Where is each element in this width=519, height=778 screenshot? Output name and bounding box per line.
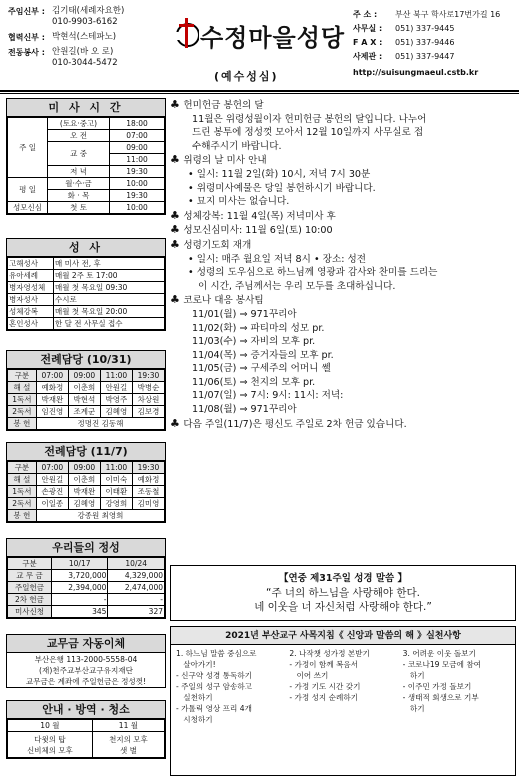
notice-text: 일시: 11월 2일(화) 10시, 저녁 7시 30분: [196, 168, 371, 180]
mass-session: 월·수·금: [48, 178, 110, 190]
bullet-icon: •: [188, 267, 197, 279]
liturgy-duty-box-1: [6, 350, 166, 431]
club-icon: ♣: [170, 153, 184, 167]
mass-group-weekday: 평 일: [8, 178, 48, 202]
duty-person: 이춘희: [68, 382, 100, 394]
notice-text: 성체강복: 11월 4일(목) 저녁미사 후: [183, 210, 336, 222]
guideline-line: 이어 쓰기: [289, 671, 329, 680]
notice-text: 위령의 날 미사 안내: [183, 155, 267, 167]
notice-line: [170, 308, 516, 322]
notice-line: [170, 195, 516, 209]
table-row: [8, 486, 165, 498]
offering-amount: 2,394,000: [51, 582, 108, 594]
sacrament-schedule: 매월 2주 토 17:00: [54, 270, 165, 282]
assistant-label: 협력신부 :: [8, 33, 45, 42]
duty-person: 이미숙: [100, 474, 132, 486]
guideline-line: 1. 하느님 말씀 중심으로: [176, 649, 257, 658]
sacrament-name: 성체강복: [8, 306, 54, 318]
sacraments-title: 성 사: [7, 239, 165, 257]
duty-column-header: 19:30: [132, 370, 164, 382]
notice-text: 11/01(월) ⇒ 971꾸리아: [192, 308, 297, 320]
club-icon: ♣: [170, 208, 184, 222]
notice-line: [170, 126, 516, 140]
duty-person: 예화정: [36, 382, 68, 394]
duty-person: 임진영: [36, 406, 68, 418]
assistant-name: 박현석(스테파노): [52, 32, 117, 42]
duty-column-header: 09:00: [68, 370, 100, 382]
scripture-title: 【연중 제31주일 성경 말씀 】: [278, 573, 408, 584]
header-staff: [8, 6, 170, 69]
sacrament-name: 혼인성사: [8, 318, 54, 330]
sacraments-box: [6, 238, 166, 331]
bullet-icon: •: [188, 253, 197, 265]
duty-column-header: 구분: [8, 462, 37, 474]
duty-person: 박영주: [100, 394, 132, 406]
duty-person: 조동철: [132, 486, 164, 498]
guideline-line: 살아가기!: [176, 660, 216, 669]
mass-times-table: [7, 117, 165, 214]
fax-number: 051) 337-9446: [395, 38, 455, 47]
notice-line: [170, 349, 516, 363]
duty-offertory-people: 정명진 김동해: [36, 418, 164, 430]
notice-text: 일시: 매주 월요일 저녁 8시 • 장소: 성전: [196, 253, 367, 265]
guideline-column-1: [173, 648, 286, 725]
mass-session: (토요·중고): [48, 118, 110, 130]
duty-person: 손광진: [36, 486, 68, 498]
duty-role: 봉 헌: [8, 510, 37, 522]
guideline-line: - 가정이 함께 복음서: [289, 660, 358, 669]
notice-text: 코로나 대응 봉사팀: [183, 295, 264, 307]
guideline-line: 3. 어려운 이웃 돌보기: [402, 649, 476, 658]
address-label: 주 소 :: [353, 10, 378, 19]
pastor-name: 김기태(세례자요한): [52, 6, 125, 16]
sacrament-schedule: 한 달 전 사무실 접수: [54, 318, 165, 330]
notice-line: [170, 209, 516, 224]
duty-person: 박병순: [132, 382, 164, 394]
liturgy-duty-title-1: 전례담당 (10/31): [7, 351, 165, 369]
notice-text: 11/06(토) ⇒ 천지의 모후 pr.: [192, 376, 316, 388]
sacrament-schedule: 수시로: [54, 294, 165, 306]
pastor-label: 주임신부 :: [8, 7, 45, 16]
guideline-line: - 코로나19 모금에 참여: [402, 660, 481, 669]
offering-category: 교 무 금: [8, 570, 52, 582]
mass-time: 10:00: [110, 178, 165, 190]
offering-amount: 2,474,000: [108, 582, 165, 594]
notice-line: [170, 168, 516, 182]
notice-text: 성령의 도우심으로 하느님께 영광과 감사와 찬미를 드리는: [196, 267, 438, 279]
guideline-line: 하기: [402, 671, 425, 680]
notice-line: [170, 389, 516, 403]
table-row: [8, 510, 165, 522]
rectory-label: 사제관 :: [353, 52, 383, 61]
duty-person: 이일종: [36, 498, 68, 510]
mass-time: 18:00: [110, 118, 165, 130]
duty-person: 강영희: [100, 498, 132, 510]
office-label: 사무실 :: [353, 24, 383, 33]
sacrament-schedule: 매월 첫 목요일 09:30: [54, 282, 165, 294]
duty-column-header: 11:00: [100, 462, 132, 474]
sacrament-name: 병자영성체: [8, 282, 54, 294]
offering-category: 2차 헌금: [8, 594, 52, 606]
table-row: [8, 282, 165, 294]
table-header-row: [8, 370, 165, 382]
notice-line: [170, 417, 516, 432]
duty-offertory-people: 강종원 최영희: [36, 510, 164, 522]
notice-text: 성모신심미사: 11월 6일(토) 10:00: [183, 225, 333, 237]
parish-title: 수정마을성당: [200, 24, 346, 52]
table-header-row: [8, 558, 165, 570]
notice-line: [170, 376, 516, 390]
table-row: [8, 606, 165, 618]
guideline-line: - 신구약 성경 통독하기: [176, 671, 253, 680]
table-row: [8, 270, 165, 282]
mass-session: 저 녁: [48, 166, 110, 178]
bank-account: 부산은행 113-2000-5558-04: [34, 655, 138, 664]
duty-role: 2독서: [8, 498, 37, 510]
mass-group-marian: 성모신심: [8, 202, 48, 214]
duty-person: 예화정: [132, 474, 164, 486]
guide-box: [6, 700, 166, 759]
notice-line: [170, 253, 516, 267]
guide-month-nov: 11 월: [92, 720, 164, 732]
duty-column-header: 07:00: [36, 462, 68, 474]
notice-line: [170, 238, 516, 253]
notice-line: [170, 182, 516, 196]
guideline-line: - 가정 기도 시간 갖기: [289, 682, 361, 691]
notice-text: 수해주시기 바랍니다.: [192, 140, 282, 152]
transfer-note: 교무금은 계좌에 주일헌금은 정성껏!: [25, 677, 147, 686]
offering-column-header: 10/17: [51, 558, 108, 570]
duty-role: 2독서: [8, 406, 37, 418]
guideline-line: 시청하기: [176, 715, 213, 724]
scripture-line-2: 네 이웃을 너 자신처럼 사랑해야 한다.”: [254, 601, 432, 613]
duty-role: 봉 헌: [8, 418, 37, 430]
guideline-column-3: [400, 648, 513, 725]
duty-column-header: 07:00: [36, 370, 68, 382]
offering-column-header: 10/24: [108, 558, 165, 570]
guideline-line: - 이주민 가정 돌보기: [402, 682, 472, 691]
offering-amount: 345: [51, 606, 108, 618]
mass-time: 19:30: [110, 190, 165, 202]
notice-line: [170, 322, 516, 336]
notice-text: 다음 주일(11/7)은 평신도 주일로 2차 헌금 있습니다.: [183, 418, 407, 430]
mass-time: 10:00: [110, 202, 165, 214]
notice-text: 11/04(목) ⇒ 증거자들의 모후 pr.: [192, 349, 334, 361]
sacrament-name: 고해성사: [8, 258, 54, 270]
notice-line: [170, 266, 516, 280]
table-row: [8, 294, 165, 306]
guide-title: 안내 · 방역 · 청소: [7, 701, 165, 719]
office-phone: 051) 337-9445: [395, 24, 455, 33]
duty-person: 차상원: [132, 394, 164, 406]
table-row: [8, 306, 165, 318]
notice-line: [170, 293, 516, 308]
guideline-line: - 가정 성지 순례하기: [289, 693, 358, 702]
duty-column-header: 19:30: [132, 462, 164, 474]
sacraments-table: [7, 257, 165, 330]
offering-category: 주일헌금: [8, 582, 52, 594]
duty-role: 해 설: [8, 382, 37, 394]
parish-subtitle: (예수성심): [214, 70, 279, 83]
mass-session: 오 전: [48, 130, 110, 142]
mass-session: 첫 토: [48, 202, 110, 214]
liturgy-duty-box-2: [6, 442, 166, 523]
rectory-phone: 051) 337-9447: [395, 52, 455, 61]
notice-text: 묘지 미사는 없습니다.: [196, 196, 290, 208]
mass-group-sunday: 주 일: [8, 118, 48, 178]
notice-line: [170, 362, 516, 376]
offering-amount: 3,720,000: [51, 570, 108, 582]
table-row: [8, 570, 165, 582]
mass-time: 19:30: [110, 166, 165, 178]
duty-role: 해 설: [8, 474, 37, 486]
duty-person: 박재완: [36, 394, 68, 406]
pastoral-guideline-box: [170, 626, 516, 776]
sister-label: 전동봉사 :: [8, 48, 45, 57]
offering-amount: -: [108, 594, 165, 606]
notice-text: 드린 봉투에 정성껏 모아서 12월 10일까지 사무실로 접: [192, 127, 424, 139]
notice-text: 11/02(화) ⇒ 파티마의 성모 pr.: [192, 322, 325, 334]
guide-team-oct: 다윗의 탑 신비체의 모후: [8, 732, 93, 758]
duty-person: 안원길: [36, 474, 68, 486]
offering-category: 미사신청: [8, 606, 52, 618]
mass-time: 11:00: [110, 154, 165, 166]
duty-role: 1독서: [8, 394, 37, 406]
notice-text: 성령기도회 재개: [183, 239, 252, 251]
notice-text: 11/07(일) ⇒ 7시: 9시: 11시: 저녁:: [192, 390, 344, 402]
notices-section: [170, 98, 516, 431]
bullet-icon: •: [188, 196, 197, 208]
auto-transfer-title: 교무금 자동이체: [7, 635, 165, 653]
mass-times-box: [6, 98, 166, 215]
table-row: [8, 382, 165, 394]
club-icon: ♣: [170, 416, 184, 430]
guideline-line: 하기: [402, 704, 425, 713]
sister-name: 안원길(바 오 로): [52, 47, 114, 57]
guideline-line: 실천하기: [176, 693, 213, 702]
scripture-box: [170, 565, 516, 621]
duty-person: 이태환: [100, 486, 132, 498]
table-row: [8, 394, 165, 406]
church-logo-icon: [173, 18, 199, 48]
offering-amount: 4,329,000: [108, 570, 165, 582]
mass-session: 교 중: [48, 142, 110, 166]
header-divider: [0, 90, 519, 92]
sacrament-schedule: 매 미사 전, 후: [54, 258, 165, 270]
club-icon: ♣: [170, 223, 184, 237]
notice-text: 11월은 위령성월이자 헌미헌금 봉헌의 달입니다. 나누어: [192, 113, 427, 125]
duty-person: 김혜영: [68, 498, 100, 510]
duty-person: 김보경: [132, 406, 164, 418]
guideline-line: - 주일의 성구 암송하고: [176, 682, 253, 691]
pastoral-guideline-title: 2021년 부산교구 사목지침《 신앙과 말씀의 해 》실천사항: [171, 627, 515, 645]
notice-text: 헌미헌금 봉헌의 달: [183, 100, 264, 111]
auto-transfer-box: [6, 634, 166, 688]
liturgy-duty-table-1: [7, 369, 165, 430]
liturgy-duty-table-2: [7, 461, 165, 522]
mass-time: 07:00: [110, 130, 165, 142]
duty-role: 1독서: [8, 486, 37, 498]
duty-column-header: 구분: [8, 370, 37, 382]
notice-line: [170, 403, 516, 417]
duty-person: 박재완: [68, 486, 100, 498]
duty-person: 김혜영: [100, 406, 132, 418]
table-row: [8, 406, 165, 418]
offering-box: [6, 538, 166, 619]
header-contact: [353, 8, 517, 80]
table-row: [8, 318, 165, 330]
offering-table: [7, 557, 165, 618]
fax-label: F A X :: [353, 38, 383, 47]
notice-line: [170, 223, 516, 238]
club-icon: ♣: [170, 98, 184, 111]
sister-phone: 010-3044-5472: [52, 58, 118, 68]
header-divider-thin: [0, 93, 519, 94]
guideline-column-2: [286, 648, 399, 725]
duty-person: 김미영: [132, 498, 164, 510]
notice-text: 이 시간, 주님께서는 우리 모두를 초대하십니다.: [198, 280, 396, 292]
duty-column-header: 09:00: [68, 462, 100, 474]
sacrament-name: 유아세례: [8, 270, 54, 282]
notice-text: 11/05(금) ⇒ 구세주의 어머니 쎌: [192, 363, 331, 375]
guide-team-nov: 천지의 모후 샛 별: [92, 732, 164, 758]
table-row: [8, 418, 165, 430]
guide-month-oct: 10 월: [8, 720, 93, 732]
scripture-line-1: “주 너의 하느님을 사랑해야 한다.: [266, 587, 420, 599]
duty-person: 이춘희: [68, 474, 100, 486]
account-holder: (재)천주교부산교구유지재단: [39, 666, 133, 675]
mass-time: 09:00: [110, 142, 165, 154]
offering-title: 우리들의 정성: [7, 539, 165, 557]
table-row: [8, 258, 165, 270]
pastor-phone: 010-9903-6162: [52, 17, 118, 27]
bullet-icon: •: [188, 168, 197, 180]
duty-person: 조계군: [68, 406, 100, 418]
club-icon: ♣: [170, 293, 184, 307]
table-row: [8, 594, 165, 606]
guideline-line: - 가톨릭 영상 프리 4개: [176, 704, 252, 713]
notice-line: [170, 335, 516, 349]
duty-person: 안원길: [100, 382, 132, 394]
liturgy-duty-title-2: 전례담당 (11/7): [7, 443, 165, 461]
notice-text: 11/03(수) ⇒ 자비의 모후 pr.: [192, 336, 316, 348]
guide-table: [7, 719, 165, 758]
sacrament-name: 병자성사: [8, 294, 54, 306]
club-icon: ♣: [170, 237, 184, 251]
offering-amount: -: [51, 594, 108, 606]
guideline-line: 2. 나작챗 성가정 본받기: [289, 649, 370, 658]
notice-line: [170, 280, 516, 294]
offering-amount: 327: [108, 606, 165, 618]
address-value: 부산 북구 학사로17번가길 16: [395, 10, 501, 19]
notice-text: 11/08(월) ⇒ 971꾸리아: [192, 404, 297, 416]
table-row: [8, 498, 165, 510]
notice-line: [170, 113, 516, 127]
sacrament-schedule: 매월 첫 목요일 20:00: [54, 306, 165, 318]
duty-column-header: 11:00: [100, 370, 132, 382]
notice-line: [170, 140, 516, 154]
duty-person: 박현석: [68, 394, 100, 406]
table-row: [8, 474, 165, 486]
website-link[interactable]: http://suisungmaeul.cstb.kr: [353, 68, 479, 77]
table-row: [8, 582, 165, 594]
table-header-row: [8, 462, 165, 474]
mass-session: 화 · 목: [48, 190, 110, 202]
notice-text: 위령미사예물은 당일 봉헌하시기 바랍니다.: [196, 182, 376, 194]
bullet-icon: •: [188, 182, 197, 194]
guideline-line: - 생태적 회생으로 기부: [402, 693, 479, 702]
mass-times-title: 미 사 시 간: [7, 99, 165, 117]
offering-column-header: 구분: [8, 558, 52, 570]
notice-line: [170, 98, 516, 113]
notice-line: [170, 153, 516, 168]
